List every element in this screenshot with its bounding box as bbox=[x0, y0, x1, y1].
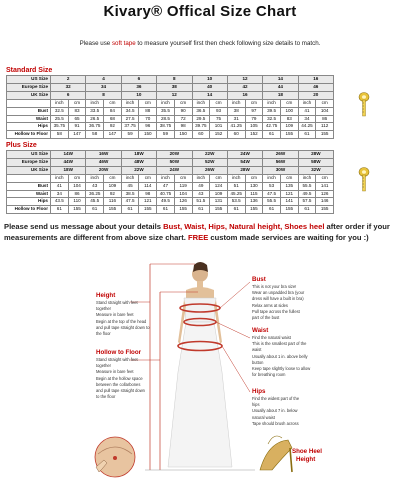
height-desc: Stand straight with feet together Measure in bare feet Begin at the top of the head and pull tape straight down to the floor bbox=[96, 300, 150, 337]
table-cell: 34 bbox=[298, 115, 316, 123]
table-cell: 32.5 bbox=[51, 107, 69, 115]
table-cell: inch bbox=[157, 174, 175, 182]
table-cell: 104 bbox=[316, 107, 334, 115]
table-cell: 47.5 bbox=[121, 198, 139, 206]
table-cell: 58 bbox=[86, 131, 104, 139]
table-cell: 59 bbox=[157, 131, 175, 139]
table-cell: 155 bbox=[316, 206, 334, 214]
table-cell: 24W bbox=[227, 151, 262, 159]
table-cell: 37.75 bbox=[121, 123, 139, 131]
table-cell: 141 bbox=[316, 182, 334, 190]
table-cell: cm bbox=[68, 99, 86, 107]
hollow-to-floor-desc: Stand straight with feet together Measure in bare feet Begin at the hollow space between the collarbones and pull tape straight down to the floor bbox=[96, 357, 145, 400]
table-cell: 18W bbox=[121, 151, 156, 159]
table-cell: 55.5 bbox=[298, 182, 316, 190]
table-cell: 53.5 bbox=[227, 198, 245, 206]
table-cell: 70 bbox=[139, 115, 157, 123]
table-cell: cm bbox=[139, 174, 157, 182]
hips-label: Hips bbox=[252, 388, 266, 395]
waist-row bbox=[7, 190, 334, 198]
table-cell: 28W bbox=[227, 166, 262, 174]
table-cell: 40.75 bbox=[157, 190, 175, 198]
uk-size-row bbox=[7, 91, 334, 99]
table-cell: 28W bbox=[298, 151, 333, 159]
note-text-3: custom made services are waiting for you :) bbox=[208, 233, 369, 242]
table-cell: 105 bbox=[245, 123, 263, 131]
table-cell: 45 bbox=[121, 182, 139, 190]
table-cell: 130 bbox=[245, 182, 263, 190]
table-cell: 57.5 bbox=[298, 198, 316, 206]
table-cell: 6 bbox=[51, 91, 86, 99]
table-cell: 26.5 bbox=[86, 115, 104, 123]
table-cell: cm bbox=[210, 99, 228, 107]
table-cell: 150 bbox=[174, 131, 192, 139]
table-cell: 119 bbox=[174, 182, 192, 190]
table-cell: 18W bbox=[51, 166, 86, 174]
table-cell: cm bbox=[104, 99, 122, 107]
table-cell: inch bbox=[298, 174, 316, 182]
table-cell: cm bbox=[280, 99, 298, 107]
shoe-heel-icon bbox=[260, 436, 292, 472]
table-cell: 4 bbox=[86, 76, 121, 84]
table-cell: 126 bbox=[174, 198, 192, 206]
row-label: Bust bbox=[7, 182, 51, 190]
shoe-heel-height-label: Height bbox=[296, 456, 316, 463]
table-cell: 46W bbox=[86, 158, 121, 166]
table-cell: 34 bbox=[51, 190, 69, 198]
hollow-to-floor-row bbox=[7, 206, 334, 214]
table-cell: 135 bbox=[280, 182, 298, 190]
row-label: UK Size bbox=[7, 91, 51, 99]
table-cell: 61 bbox=[192, 206, 210, 214]
measuring-tape-icon bbox=[357, 166, 371, 192]
dress-figure bbox=[168, 262, 232, 467]
table-cell: 42 bbox=[227, 83, 262, 91]
table-cell: 55.5 bbox=[263, 198, 281, 206]
table-cell: 53 bbox=[263, 182, 281, 190]
table-cell: inch bbox=[227, 174, 245, 182]
note-text-2: after order if your measurements are different from above size chart. bbox=[4, 222, 390, 242]
table-cell: cm bbox=[104, 174, 122, 182]
table-cell: 155 bbox=[104, 206, 122, 214]
table-cell: 100 bbox=[280, 107, 298, 115]
table-cell: 45.25 bbox=[227, 190, 245, 198]
table-cell: 83 bbox=[280, 115, 298, 123]
plus-size-table bbox=[6, 150, 334, 214]
bust-desc: This is not your bra size! Wear an unpadded bra (your dress will have a built in bra) Relax arms at sides Pull tape across the fullest part of the bust bbox=[252, 284, 305, 321]
table-cell: 79 bbox=[245, 115, 263, 123]
table-cell: 43 bbox=[192, 190, 210, 198]
table-cell: 25.5 bbox=[51, 115, 69, 123]
table-cell: 116 bbox=[104, 198, 122, 206]
table-cell: 121 bbox=[280, 190, 298, 198]
europe-size-row bbox=[7, 83, 334, 91]
row-label: US Size bbox=[7, 76, 51, 84]
units-row bbox=[7, 99, 334, 107]
table-cell: 155 bbox=[210, 206, 228, 214]
table-cell: inch bbox=[298, 99, 316, 107]
us-size-row bbox=[7, 76, 334, 84]
table-cell: 98 bbox=[139, 190, 157, 198]
table-cell: inch bbox=[227, 99, 245, 107]
table-cell: 155 bbox=[68, 206, 86, 214]
table-cell: inch bbox=[192, 174, 210, 182]
table-cell: 6 bbox=[121, 76, 156, 84]
table-cell: 10 bbox=[192, 76, 227, 84]
table-cell: 31 bbox=[227, 115, 245, 123]
table-cell: 50W bbox=[157, 158, 192, 166]
table-cell: 75 bbox=[210, 115, 228, 123]
table-cell: 34.5 bbox=[121, 107, 139, 115]
table-cell: 83 bbox=[68, 107, 86, 115]
table-cell: 58 bbox=[51, 131, 69, 139]
shoe-heel-label: Shoe Heel bbox=[292, 448, 322, 455]
table-cell: inch bbox=[192, 99, 210, 107]
table-cell: 41 bbox=[298, 107, 316, 115]
table-cell: 8 bbox=[86, 91, 121, 99]
table-cell: 33.5 bbox=[86, 107, 104, 115]
table-cell: 32W bbox=[298, 166, 333, 174]
measurement-diagram bbox=[0, 262, 400, 480]
table-cell: 18 bbox=[263, 91, 298, 99]
table-cell: inch bbox=[86, 99, 104, 107]
page-title: Kivary® Offical Size Chart bbox=[103, 3, 297, 20]
table-cell: 68 bbox=[104, 115, 122, 123]
table-cell: 97 bbox=[245, 107, 263, 115]
table-cell: 126 bbox=[316, 190, 334, 198]
table-cell: 59 bbox=[121, 131, 139, 139]
table-cell: 84 bbox=[104, 107, 122, 115]
table-cell: 61 bbox=[298, 131, 316, 139]
row-label bbox=[7, 99, 51, 107]
note-text-1: Please send us message about your details bbox=[4, 222, 164, 231]
table-cell: 104 bbox=[68, 182, 86, 190]
table-cell: 36.5 bbox=[192, 107, 210, 115]
units-row bbox=[7, 174, 334, 182]
custom-measurement-note bbox=[4, 221, 398, 243]
table-cell: 49 bbox=[192, 182, 210, 190]
table-cell: 152 bbox=[245, 131, 263, 139]
table-cell: 51.5 bbox=[192, 198, 210, 206]
table-cell: 61 bbox=[263, 131, 281, 139]
height-label: Height bbox=[96, 292, 116, 299]
table-cell: 26W bbox=[192, 166, 227, 174]
table-cell: inch bbox=[263, 174, 281, 182]
table-cell: 155 bbox=[280, 131, 298, 139]
table-cell: 47 bbox=[157, 182, 175, 190]
us-size-row bbox=[7, 151, 334, 159]
table-cell: 155 bbox=[280, 206, 298, 214]
bust-row bbox=[7, 107, 334, 115]
table-cell: 61 bbox=[157, 206, 175, 214]
table-cell: 72 bbox=[174, 115, 192, 123]
table-cell: 36 bbox=[121, 83, 156, 91]
table-cell: 12 bbox=[227, 76, 262, 84]
table-cell: 36.25 bbox=[86, 190, 104, 198]
hips-row bbox=[7, 198, 334, 206]
bust-label: Bust bbox=[252, 276, 266, 283]
table-cell: 2 bbox=[51, 76, 86, 84]
table-cell: 88 bbox=[139, 107, 157, 115]
table-cell: 56W bbox=[263, 158, 298, 166]
table-cell: 42.75 bbox=[263, 123, 281, 131]
note-keywords: Bust, Waist, Hips, Natural height, Shoes heel bbox=[163, 222, 325, 231]
table-cell: 136 bbox=[245, 198, 263, 206]
table-cell: 40 bbox=[192, 83, 227, 91]
table-cell: 92 bbox=[104, 190, 122, 198]
row-label: Waist bbox=[7, 190, 51, 198]
row-label: Waist bbox=[7, 115, 51, 123]
table-cell: 8 bbox=[157, 76, 192, 84]
instruction-text bbox=[0, 40, 400, 47]
table-cell: cm bbox=[245, 174, 263, 182]
row-label: Hips bbox=[7, 198, 51, 206]
table-cell: 16 bbox=[227, 91, 262, 99]
table-cell: 41 bbox=[51, 182, 69, 190]
table-cell: inch bbox=[51, 99, 69, 107]
uk-size-row bbox=[7, 166, 334, 174]
table-cell: 54W bbox=[227, 158, 262, 166]
table-cell: 35.75 bbox=[51, 123, 69, 131]
table-cell: 112 bbox=[316, 123, 334, 131]
table-cell: 47.5 bbox=[263, 190, 281, 198]
table-cell: 20W bbox=[86, 166, 121, 174]
table-cell: inch bbox=[121, 174, 139, 182]
table-cell: 24W bbox=[157, 166, 192, 174]
row-label: Bust bbox=[7, 107, 51, 115]
row-label: Hollow to Floor bbox=[7, 131, 51, 139]
table-cell: inch bbox=[157, 99, 175, 107]
table-cell: 104 bbox=[174, 190, 192, 198]
table-cell: 152 bbox=[210, 131, 228, 139]
table-cell: 43.5 bbox=[51, 198, 69, 206]
table-cell: cm bbox=[174, 174, 192, 182]
row-label: UK Size bbox=[7, 166, 51, 174]
table-cell: 121 bbox=[139, 198, 157, 206]
table-cell: 61 bbox=[227, 206, 245, 214]
table-cell: 36.75 bbox=[86, 123, 104, 131]
measuring-tape-icon bbox=[357, 91, 371, 117]
hollow-photo bbox=[95, 437, 135, 477]
table-cell: cm bbox=[316, 99, 334, 107]
table-cell: 98 bbox=[174, 123, 192, 131]
table-cell: 147 bbox=[104, 131, 122, 139]
table-cell: 29.5 bbox=[192, 115, 210, 123]
table-cell: 124 bbox=[210, 182, 228, 190]
table-cell: 39.75 bbox=[192, 123, 210, 131]
table-cell: 155 bbox=[245, 206, 263, 214]
hollow-to-floor-row bbox=[7, 131, 334, 139]
table-cell: 61 bbox=[263, 206, 281, 214]
table-cell: 96 bbox=[139, 123, 157, 131]
table-cell: 58W bbox=[298, 158, 333, 166]
waist-row bbox=[7, 115, 334, 123]
table-cell: cm bbox=[68, 174, 86, 182]
table-cell: 14W bbox=[51, 151, 86, 159]
table-cell: 61 bbox=[298, 206, 316, 214]
hips-desc: Find the widest part of the hips Usually about 7 in. below natural waist Tape should brush across bbox=[252, 396, 300, 426]
note-free: FREE bbox=[188, 233, 209, 242]
table-cell: 22W bbox=[121, 166, 156, 174]
table-cell: 150 bbox=[139, 131, 157, 139]
table-cell: 141 bbox=[280, 198, 298, 206]
waist-label: Waist bbox=[252, 327, 269, 334]
standard-size-title: Standard Size bbox=[6, 67, 53, 74]
table-cell: 39.5 bbox=[263, 107, 281, 115]
table-cell: 86 bbox=[68, 190, 86, 198]
table-cell: 46 bbox=[298, 83, 333, 91]
table-cell: 131 bbox=[210, 198, 228, 206]
table-cell: inch bbox=[121, 99, 139, 107]
table-cell: 32 bbox=[51, 83, 86, 91]
hollow-to-floor-label: Hollow to Floor bbox=[96, 349, 142, 356]
table-cell: 44.25 bbox=[298, 123, 316, 131]
table-cell: 30W bbox=[263, 166, 298, 174]
table-cell: 61 bbox=[86, 206, 104, 214]
table-cell: 26W bbox=[263, 151, 298, 159]
table-cell: 155 bbox=[174, 206, 192, 214]
table-cell: 20W bbox=[157, 151, 192, 159]
table-cell: 41.25 bbox=[227, 123, 245, 131]
table-cell: 155 bbox=[316, 131, 334, 139]
table-cell: 52W bbox=[192, 158, 227, 166]
table-cell: 35.5 bbox=[157, 107, 175, 115]
table-cell: 86 bbox=[316, 115, 334, 123]
table-cell: 101 bbox=[210, 123, 228, 131]
table-cell: 45.5 bbox=[86, 198, 104, 206]
instruction-post: to measure yourself first then check following size details to match. bbox=[135, 40, 321, 47]
table-cell: 43 bbox=[86, 182, 104, 190]
table-cell: 44W bbox=[51, 158, 86, 166]
table-cell: 114 bbox=[139, 182, 157, 190]
table-cell: inch bbox=[51, 174, 69, 182]
row-label: Europe Size bbox=[7, 83, 51, 91]
table-cell: 146 bbox=[316, 198, 334, 206]
table-cell: 93 bbox=[210, 107, 228, 115]
hips-row bbox=[7, 123, 334, 131]
row-label: US Size bbox=[7, 151, 51, 159]
instruction-pre: Please use bbox=[79, 40, 112, 47]
row-label: Hips bbox=[7, 123, 51, 131]
table-cell: cm bbox=[139, 99, 157, 107]
table-cell: 16 bbox=[298, 76, 333, 84]
table-cell: 49.5 bbox=[157, 198, 175, 206]
table-cell: 109 bbox=[210, 190, 228, 198]
table-cell: 20 bbox=[298, 91, 333, 99]
table-cell: 34 bbox=[86, 83, 121, 91]
table-cell: inch bbox=[86, 174, 104, 182]
table-cell: 38 bbox=[227, 107, 245, 115]
table-cell: 65 bbox=[68, 115, 86, 123]
table-cell: 44 bbox=[263, 83, 298, 91]
table-cell: 90 bbox=[174, 107, 192, 115]
europe-size-row bbox=[7, 158, 334, 166]
table-cell: 115 bbox=[245, 190, 263, 198]
table-cell: inch bbox=[263, 99, 281, 107]
table-cell: 61 bbox=[121, 206, 139, 214]
table-cell: 49.5 bbox=[298, 190, 316, 198]
table-cell: 155 bbox=[139, 206, 157, 214]
row-label bbox=[7, 174, 51, 182]
table-cell: cm bbox=[210, 174, 228, 182]
table-cell: 38.75 bbox=[157, 123, 175, 131]
table-cell: cm bbox=[174, 99, 192, 107]
table-cell: 14 bbox=[263, 76, 298, 84]
table-cell: 38.5 bbox=[121, 190, 139, 198]
table-cell: 147 bbox=[68, 131, 86, 139]
table-cell: 110 bbox=[68, 198, 86, 206]
table-cell: 60 bbox=[227, 131, 245, 139]
table-cell: cm bbox=[280, 174, 298, 182]
row-label: Hollow to Floor bbox=[7, 206, 51, 214]
table-cell: 12 bbox=[157, 91, 192, 99]
table-cell: cm bbox=[245, 99, 263, 107]
table-cell: 22W bbox=[192, 151, 227, 159]
table-cell: 48W bbox=[121, 158, 156, 166]
table-cell: 27.5 bbox=[121, 115, 139, 123]
table-cell: 60 bbox=[192, 131, 210, 139]
bust-row bbox=[7, 182, 334, 190]
table-cell: 14 bbox=[192, 91, 227, 99]
waist-desc: Find the natural waist This is the smallest part of the waist Usually about 1 in. above belly button Keep tape slightly loose to allow for breathing room bbox=[252, 335, 311, 378]
plus-size-title: Plus Size bbox=[6, 142, 37, 149]
soft-tape-text: soft tape bbox=[111, 40, 136, 47]
table-cell: 109 bbox=[104, 182, 122, 190]
table-cell: 32.5 bbox=[263, 115, 281, 123]
table-cell: 10 bbox=[121, 91, 156, 99]
table-cell: 109 bbox=[280, 123, 298, 131]
standard-size-table bbox=[6, 75, 334, 139]
table-cell: 51 bbox=[227, 182, 245, 190]
row-label: Europe Size bbox=[7, 158, 51, 166]
table-cell: 61 bbox=[51, 206, 69, 214]
table-cell: 28.5 bbox=[157, 115, 175, 123]
table-cell: cm bbox=[316, 174, 334, 182]
table-cell: 16W bbox=[86, 151, 121, 159]
table-cell: 91 bbox=[68, 123, 86, 131]
table-cell: 92 bbox=[104, 123, 122, 131]
table-cell: 38 bbox=[157, 83, 192, 91]
